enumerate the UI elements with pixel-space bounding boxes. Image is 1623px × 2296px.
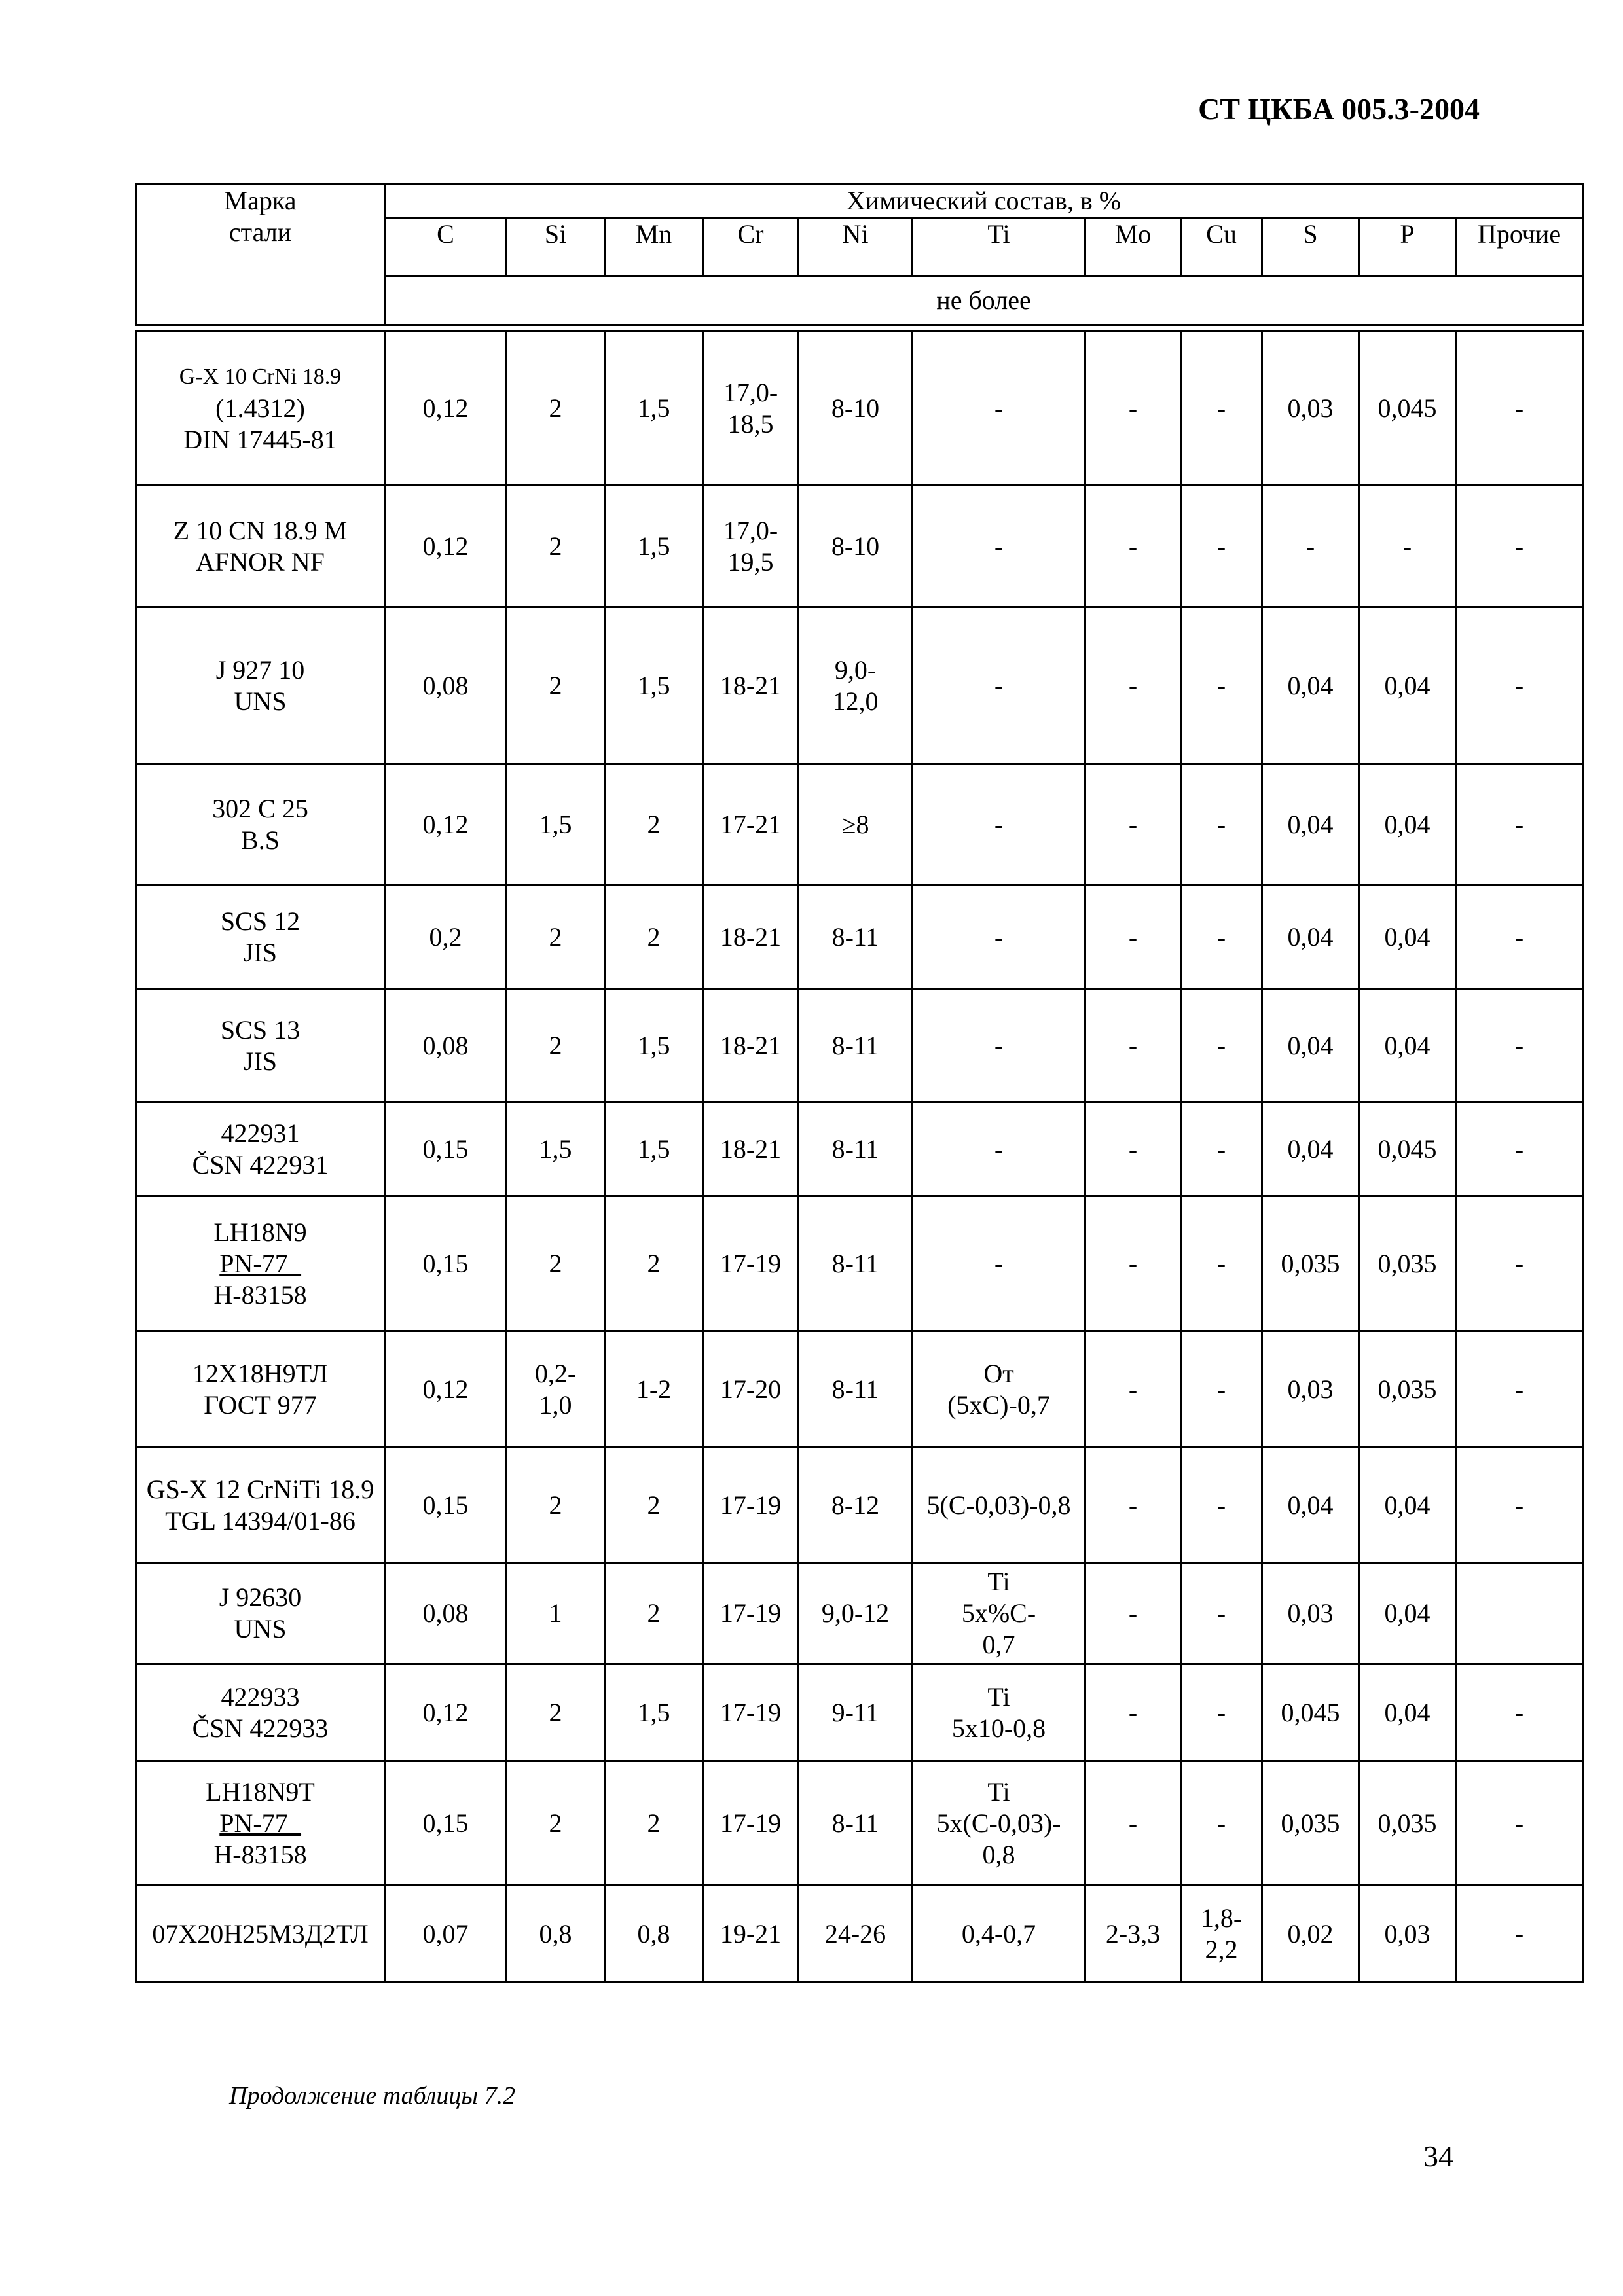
value-line: Ti	[987, 1681, 1010, 1712]
value-line: 18-21	[720, 1134, 782, 1164]
table-row	[136, 486, 1583, 607]
value-cell-ni: ≥8	[799, 764, 913, 885]
value-cell-c: 0,12	[385, 1664, 507, 1761]
page-number: 34	[1423, 2140, 1453, 2173]
value-cell-s: 0,04	[1262, 1448, 1359, 1563]
value-cell-mo: -	[1085, 1196, 1181, 1331]
value-cell-other: -	[1456, 1448, 1583, 1563]
value-cell-mn: 1,5	[605, 607, 703, 764]
value-cell-ni: 24-26	[799, 1886, 913, 1982]
value-cell-si: 1,5	[507, 764, 605, 885]
value-cell-si: 1	[507, 1563, 605, 1664]
grade-line: LH18N9	[213, 1217, 307, 1247]
table-row	[136, 1563, 1583, 1664]
grade-line: 422933	[221, 1681, 300, 1712]
value-cell-c: 0,2	[385, 885, 507, 990]
table-row	[136, 990, 1583, 1102]
composition-header: Химический состав, в %	[385, 185, 1583, 218]
grade-line: Z 10 CN 18.9 M	[173, 515, 348, 545]
value-cell-mn: 1,5	[605, 1664, 703, 1761]
value-cell-s: 0,035	[1262, 1196, 1359, 1331]
value-cell-mo: -	[1085, 1102, 1181, 1196]
grade-line: ČSN 422931	[192, 1149, 329, 1179]
steel-grade-cell	[136, 486, 385, 607]
value-cell-si: 2	[507, 1664, 605, 1761]
grade-line: 07Х20Н25М3Д2ТЛ	[152, 1918, 369, 1948]
value-line: 17,0-	[723, 377, 778, 407]
value-cell-ti: -	[913, 331, 1085, 486]
value-cell-si	[507, 1331, 605, 1448]
value-cell-mn: 1,5	[605, 486, 703, 607]
value-cell-si: 2	[507, 990, 605, 1102]
value-cell-si: 2	[507, 1448, 605, 1563]
value-cell-c: 0,15	[385, 1761, 507, 1886]
value-cell-p: 0,04	[1359, 1448, 1456, 1563]
value-cell-s: 0,045	[1262, 1664, 1359, 1761]
element-column-header: Mo	[1085, 218, 1181, 276]
value-cell-cu: -	[1181, 764, 1262, 885]
steel-grade-cell	[136, 331, 385, 486]
value-cell-cu: -	[1181, 1331, 1262, 1448]
value-line: 17-19	[720, 1808, 782, 1838]
element-column-header: S	[1262, 218, 1359, 276]
value-cell-s: 0,035	[1262, 1761, 1359, 1886]
value-cell-ni: 8-12	[799, 1448, 913, 1563]
value-cell-other: -	[1456, 1331, 1583, 1448]
value-cell-p: 0,04	[1359, 1664, 1456, 1761]
value-cell-cr	[703, 1563, 799, 1664]
value-line: 9,0-	[834, 655, 877, 685]
value-cell-mn: 1,5	[605, 331, 703, 486]
table-row	[136, 1761, 1583, 1886]
value-line: 0,7	[982, 1630, 1015, 1659]
value-cell-ti	[913, 1761, 1085, 1886]
value-cell-ni: 8-10	[799, 331, 913, 486]
value-cell-cr	[703, 1664, 799, 1761]
value-cell-cr	[703, 486, 799, 607]
composition-table-wrapper	[135, 183, 1582, 1983]
value-cell-cu: -	[1181, 1102, 1262, 1196]
table-row	[136, 1664, 1583, 1761]
value-cell-cu: -	[1181, 885, 1262, 990]
value-cell-s: 0,03	[1262, 331, 1359, 486]
value-line: 18-21	[720, 1030, 782, 1060]
element-column-header: Ti	[913, 218, 1085, 276]
grade-line: H-83158	[213, 1839, 307, 1869]
value-cell-c: 0,12	[385, 486, 507, 607]
value-cell-other	[1456, 1563, 1583, 1664]
value-cell-mo: -	[1085, 607, 1181, 764]
value-cell-c: 0,08	[385, 990, 507, 1102]
value-cell-mo: -	[1085, 1448, 1181, 1563]
value-line: 5(С-0,03)-0,8	[926, 1490, 1071, 1520]
value-cell-si: 2	[507, 331, 605, 486]
value-cell-c: 0,12	[385, 331, 507, 486]
value-cell-s: 0,03	[1262, 1331, 1359, 1448]
grade-line: PN-77_	[219, 1808, 301, 1838]
value-cell-cr	[703, 1102, 799, 1196]
value-cell-mo: -	[1085, 764, 1181, 885]
table-row	[136, 1886, 1583, 1982]
value-cell-p: 0,035	[1359, 1331, 1456, 1448]
value-cell-cr	[703, 1196, 799, 1331]
grade-header-line2: стали	[228, 217, 292, 247]
value-cell-ti: -	[913, 990, 1085, 1102]
value-cell-mo: -	[1085, 990, 1181, 1102]
steel-grade-cell	[136, 1196, 385, 1331]
value-cell-cu: -	[1181, 1448, 1262, 1563]
value-cell-ni: 8-11	[799, 990, 913, 1102]
value-cell-ni: 9-11	[799, 1664, 913, 1761]
value-cell-cu: -	[1181, 1196, 1262, 1331]
value-cell-cr	[703, 990, 799, 1102]
value-cell-s: 0,04	[1262, 990, 1359, 1102]
grade-line: J 927 10	[215, 655, 305, 685]
element-column-header: Ni	[799, 218, 913, 276]
value-cell-si: 2	[507, 486, 605, 607]
value-cell-c: 0,12	[385, 764, 507, 885]
value-cell-mo: -	[1085, 1664, 1181, 1761]
value-cell-other: -	[1456, 1761, 1583, 1886]
value-cell-s: 0,02	[1262, 1886, 1359, 1982]
value-cell-s: 0,04	[1262, 607, 1359, 764]
value-line: 5х%С-	[961, 1598, 1036, 1628]
value-cell-mo: -	[1085, 885, 1181, 990]
value-cell-other: -	[1456, 486, 1583, 607]
value-cell-ti: -	[913, 1102, 1085, 1196]
value-cell-c: 0,08	[385, 607, 507, 764]
value-cell-ti: -	[913, 885, 1085, 990]
value-cell-p: 0,045	[1359, 331, 1456, 486]
value-cell-mn: 2	[605, 1196, 703, 1331]
value-cell-p: 0,04	[1359, 885, 1456, 990]
value-line: 17,0-	[723, 515, 778, 545]
steel-grade-cell	[136, 764, 385, 885]
grade-line: H-83158	[213, 1280, 307, 1310]
steel-grade-cell	[136, 990, 385, 1102]
value-cell-mo: -	[1085, 1331, 1181, 1448]
steel-grade-cell	[136, 607, 385, 764]
steel-grade-cell	[136, 1664, 385, 1761]
value-cell-c: 0,15	[385, 1196, 507, 1331]
value-cell-c: 0,07	[385, 1886, 507, 1982]
value-cell-cr	[703, 1886, 799, 1982]
element-column-header: Mn	[605, 218, 703, 276]
value-cell-other: -	[1456, 1196, 1583, 1331]
value-cell-ti	[913, 1331, 1085, 1448]
value-cell-s: 0,03	[1262, 1563, 1359, 1664]
value-line: 18-21	[720, 670, 782, 700]
value-line: (5хС)-0,7	[947, 1390, 1050, 1420]
steel-grade-cell	[136, 1563, 385, 1664]
table-row	[136, 1331, 1583, 1448]
grade-line: JIS	[243, 937, 278, 967]
grade-line: 12Х18Н9ТЛ	[192, 1358, 329, 1388]
value-line: От	[983, 1358, 1014, 1388]
value-cell-si: 2	[507, 607, 605, 764]
value-cell-c: 0,12	[385, 1331, 507, 1448]
value-cell-ti	[913, 1563, 1085, 1664]
table-row	[136, 607, 1583, 764]
value-line: 0,2-	[534, 1358, 577, 1388]
grade-line: LH18N9T	[206, 1776, 315, 1806]
value-cell-mo: -	[1085, 331, 1181, 486]
value-cell-cr	[703, 1761, 799, 1886]
value-cell-mn: 2	[605, 1448, 703, 1563]
grade-line: 302 C 25	[212, 793, 308, 823]
value-cell-cr	[703, 331, 799, 486]
steel-grade-cell	[136, 1886, 385, 1982]
value-cell-ni: 8-11	[799, 885, 913, 990]
value-cell-ni: 8-10	[799, 486, 913, 607]
grade-line: PN-77_	[219, 1248, 301, 1278]
grade-header-line1: Марка	[224, 186, 297, 215]
table-continuation-note: Продолжение таблицы 7.2	[229, 2082, 516, 2109]
value-cell-p: 0,03	[1359, 1886, 1456, 1982]
steel-grade-cell	[136, 1761, 385, 1886]
value-cell-ni: 8-11	[799, 1331, 913, 1448]
grade-line: GS-X 12 CrNiTi 18.9	[146, 1474, 374, 1504]
element-column-header: Si	[507, 218, 605, 276]
value-cell-cu: -	[1181, 990, 1262, 1102]
element-column-header: P	[1359, 218, 1456, 276]
value-cell-cr	[703, 607, 799, 764]
value-cell-other: -	[1456, 764, 1583, 885]
value-cell-cu: -	[1181, 486, 1262, 607]
document-code: СТ ЦКБА 005.3-2004	[1198, 92, 1480, 126]
value-line: 5х(С-0,03)-	[936, 1808, 1061, 1838]
value-cell-si: 2	[507, 885, 605, 990]
value-cell-s: -	[1262, 486, 1359, 607]
value-line: 17-19	[720, 1490, 782, 1520]
value-cell-ni: 8-11	[799, 1761, 913, 1886]
value-line: 0,4-0,7	[961, 1918, 1036, 1948]
value-line: Ti	[987, 1776, 1010, 1806]
grade-line: ČSN 422933	[192, 1713, 329, 1743]
steel-grade-cell	[136, 885, 385, 990]
value-line: 17-21	[720, 809, 782, 839]
value-cell-p: 0,035	[1359, 1761, 1456, 1886]
value-cell-cu: -	[1181, 1664, 1262, 1761]
grade-line: TGL 14394/01-86	[165, 1505, 356, 1535]
value-cell-cr	[703, 1448, 799, 1563]
value-cell-cr	[703, 764, 799, 885]
grade-line: AFNOR NF	[196, 547, 325, 577]
value-cell-mn: 2	[605, 885, 703, 990]
value-cell-ni: 8-11	[799, 1102, 913, 1196]
grade-column-header	[136, 185, 385, 325]
element-column-header: C	[385, 218, 507, 276]
value-cell-cu: -	[1181, 1761, 1262, 1886]
value-cell-p: 0,045	[1359, 1102, 1456, 1196]
value-cell-s: 0,04	[1262, 1102, 1359, 1196]
value-cell-mo: -	[1085, 486, 1181, 607]
value-cell-c: 0,15	[385, 1448, 507, 1563]
element-column-header: Cu	[1181, 218, 1262, 276]
steel-grade-cell	[136, 1331, 385, 1448]
grade-line: SCS 13	[220, 1014, 301, 1045]
value-cell-mn: 1,5	[605, 990, 703, 1102]
table-row	[136, 331, 1583, 486]
value-cell-mn: 2	[605, 1761, 703, 1886]
value-cell-ti: -	[913, 486, 1085, 607]
grade-line: JIS	[243, 1046, 278, 1076]
value-cell-mo: -	[1085, 1563, 1181, 1664]
element-column-header: Cr	[703, 218, 799, 276]
grade-line: 422931	[221, 1118, 300, 1148]
value-cell-ti	[913, 1664, 1085, 1761]
steel-grade-cell	[136, 1102, 385, 1196]
value-cell-p: 0,035	[1359, 1196, 1456, 1331]
value-cell-si: 0,8	[507, 1886, 605, 1982]
table-row	[136, 1102, 1583, 1196]
table-header	[135, 183, 1584, 326]
value-cell-mo: 2-3,3	[1085, 1886, 1181, 1982]
value-cell-p: 0,04	[1359, 1563, 1456, 1664]
value-cell-other: -	[1456, 885, 1583, 990]
value-cell-si: 1,5	[507, 1102, 605, 1196]
value-cell-cu: 1,8-2,2	[1181, 1886, 1262, 1982]
grade-line: G-X 10 CrNi 18.9	[179, 364, 342, 389]
value-cell-cu: -	[1181, 331, 1262, 486]
value-cell-mn: 2	[605, 1563, 703, 1664]
value-cell-mn: 2	[605, 764, 703, 885]
value-cell-ni	[799, 607, 913, 764]
value-line: 19,5	[727, 547, 774, 577]
value-cell-cr	[703, 885, 799, 990]
value-cell-ni: 8-11	[799, 1196, 913, 1331]
grade-line: UNS	[234, 686, 287, 716]
value-cell-other: -	[1456, 1886, 1583, 1982]
value-cell-p: 0,04	[1359, 607, 1456, 764]
value-cell-p: -	[1359, 486, 1456, 607]
value-cell-mn: 0,8	[605, 1886, 703, 1982]
grade-line: SCS 12	[220, 906, 301, 936]
value-line: 19-21	[720, 1918, 782, 1948]
value-line: 5х10-0,8	[951, 1713, 1046, 1743]
value-cell-mn: 1-2	[605, 1331, 703, 1448]
value-cell-si: 2	[507, 1761, 605, 1886]
table-body	[135, 330, 1584, 1983]
value-cell-mo: -	[1085, 1761, 1181, 1886]
table-row	[136, 764, 1583, 885]
value-cell-p: 0,04	[1359, 990, 1456, 1102]
value-line: Ti	[987, 1567, 1010, 1596]
value-cell-s: 0,04	[1262, 764, 1359, 885]
table-row	[136, 885, 1583, 990]
element-column-header: Прочие	[1456, 218, 1583, 276]
value-cell-ti: -	[913, 1196, 1085, 1331]
value-cell-ti	[913, 1448, 1085, 1563]
value-line: 17-20	[720, 1374, 782, 1404]
value-cell-si: 2	[507, 1196, 605, 1331]
value-line: 17-19	[720, 1248, 782, 1278]
grade-line: B.S	[241, 825, 280, 855]
value-cell-ti: -	[913, 764, 1085, 885]
value-cell-ti: -	[913, 607, 1085, 764]
value-cell-cu: -	[1181, 1563, 1262, 1664]
value-line: 18,5	[727, 408, 774, 439]
value-cell-other: -	[1456, 1664, 1583, 1761]
not-more-header: не более	[385, 276, 1583, 325]
table-row	[136, 1448, 1583, 1563]
steel-grade-cell	[136, 1448, 385, 1563]
value-cell-c: 0,15	[385, 1102, 507, 1196]
value-cell-other: -	[1456, 331, 1583, 486]
value-line: 18-21	[720, 922, 782, 952]
value-line: 1,0	[539, 1390, 572, 1420]
value-cell-other: -	[1456, 990, 1583, 1102]
value-cell-c: 0,08	[385, 1563, 507, 1664]
grade-line: UNS	[234, 1614, 287, 1643]
value-cell-cr	[703, 1331, 799, 1448]
value-cell-other: -	[1456, 1102, 1583, 1196]
value-line: 0,8	[982, 1839, 1015, 1869]
value-cell-p: 0,04	[1359, 764, 1456, 885]
grade-line: DIN 17445-81	[183, 424, 337, 454]
value-cell-cu: -	[1181, 607, 1262, 764]
value-cell-mn: 1,5	[605, 1102, 703, 1196]
value-cell-other: -	[1456, 607, 1583, 764]
value-cell-s: 0,04	[1262, 885, 1359, 990]
grade-line: ГОСТ 977	[204, 1390, 317, 1420]
value-cell-ni: 9,0-12	[799, 1563, 913, 1664]
table-row	[136, 1196, 1583, 1331]
grade-line: (1.4312)	[215, 393, 305, 423]
value-cell-ti	[913, 1886, 1085, 1982]
value-line: 12,0	[832, 686, 879, 716]
value-line: 17-19	[720, 1598, 782, 1628]
grade-line: J 92630	[219, 1583, 302, 1612]
value-line: 17-19	[720, 1697, 782, 1727]
